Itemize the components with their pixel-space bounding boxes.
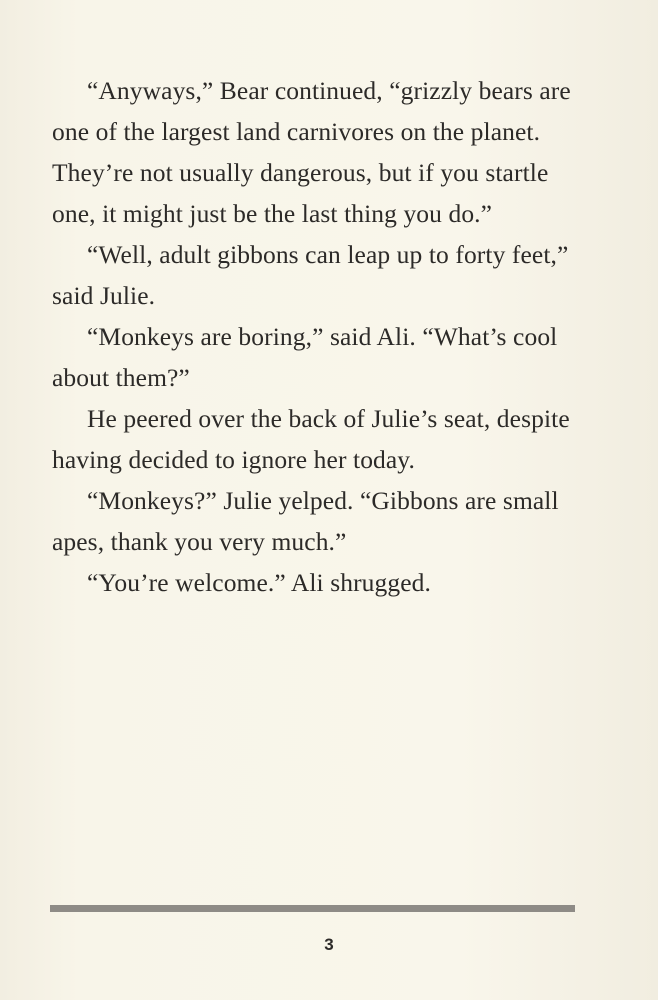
paragraph: “Well, adult gibbons can leap up to forty feet,” said Julie. xyxy=(52,240,569,310)
footer-rule xyxy=(50,905,575,912)
body-text xyxy=(52,70,592,603)
paragraph: “Anyways,” Bear continued, “grizzly bears are one of the largest land carnivores on the planet. They’re not usually dangerous, but if you startle one, it might just be the last thing you do.” xyxy=(52,76,571,228)
page-number: 3 xyxy=(324,935,334,954)
paragraph: “Monkeys are boring,” said Ali. “What’s cool about them?” xyxy=(52,322,558,392)
paragraph: “Monkeys?” Julie yelped. “Gibbons are small apes, thank you very much.” xyxy=(52,486,559,556)
paragraph: He peered over the back of Julie’s seat, despite having decided to ignore her today. xyxy=(52,404,570,474)
paragraph: “You’re welcome.” Ali shrugged. xyxy=(87,568,431,597)
